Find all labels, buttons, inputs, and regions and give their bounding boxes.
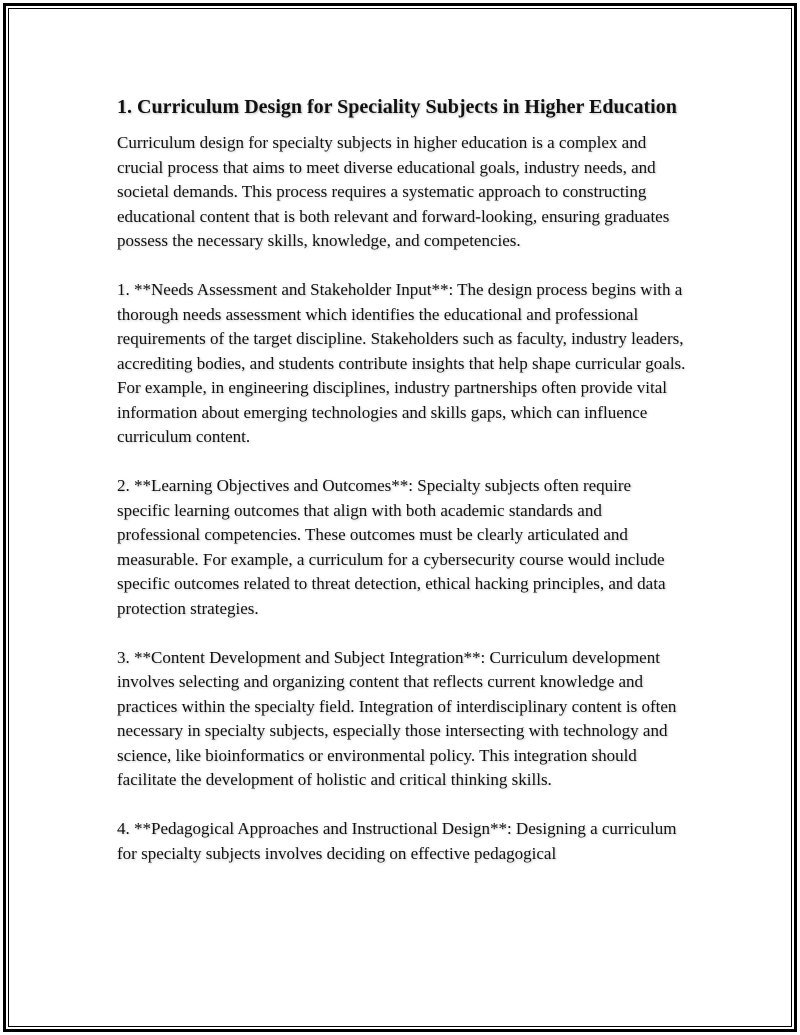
intro-paragraph: Curriculum design for specialty subjects in higher education is a complex and crucial process that aims to meet diverse educational goals, industry needs, and societal demands. This process requires a systematic approach to constructing educational content that is both relevant and forward-looking, ensuring graduates possess the necessary skills, knowledge, and competencies.: [117, 133, 670, 250]
document-body: [117, 94, 687, 891]
needs-assessment-paragraph: 1. **Needs Assessment and Stakeholder Input**: The design process begins with a thorough needs assessment which identifies the educational and professional requirements of the target discipline. Stakeholders such as faculty, industry leaders, accrediting bodies, and students contribute insights that help shape curricular goals. For example, in engineering disciplines, industry partnerships often provide vital information about emerging technologies and skills gaps, which can influence curriculum content.: [117, 280, 686, 446]
content-development-paragraph: 3. **Content Development and Subject Integration**: Curriculum development involves selecting and organizing content that reflects current knowledge and practices within the specialty field. Integration of interdisciplinary content is often necessary in specialty subjects, especially those intersecting with technology and science, like bioinformatics or environmental policy. This integration should facilitate the development of holistic and critical thinking skills.: [117, 647, 677, 789]
section-heading: 1. Curriculum Design for Speciality Subjects in Higher Education: [117, 96, 677, 118]
pedagogical-approaches-paragraph: 4. **Pedagogical Approaches and Instructional Design**: Designing a curriculum for specialty subjects involves deciding on effective pedagogical: [117, 819, 677, 863]
learning-objectives-paragraph: 2. **Learning Objectives and Outcomes**: Specialty subjects often require specific learning outcomes that align with both academic standards and professional competencies. These outcomes must be clearly articulated and measurable. For example, a curriculum for a cybersecurity course would include specific outcomes related to threat detection, ethical hacking principles, and data protection strategies.: [117, 476, 666, 618]
